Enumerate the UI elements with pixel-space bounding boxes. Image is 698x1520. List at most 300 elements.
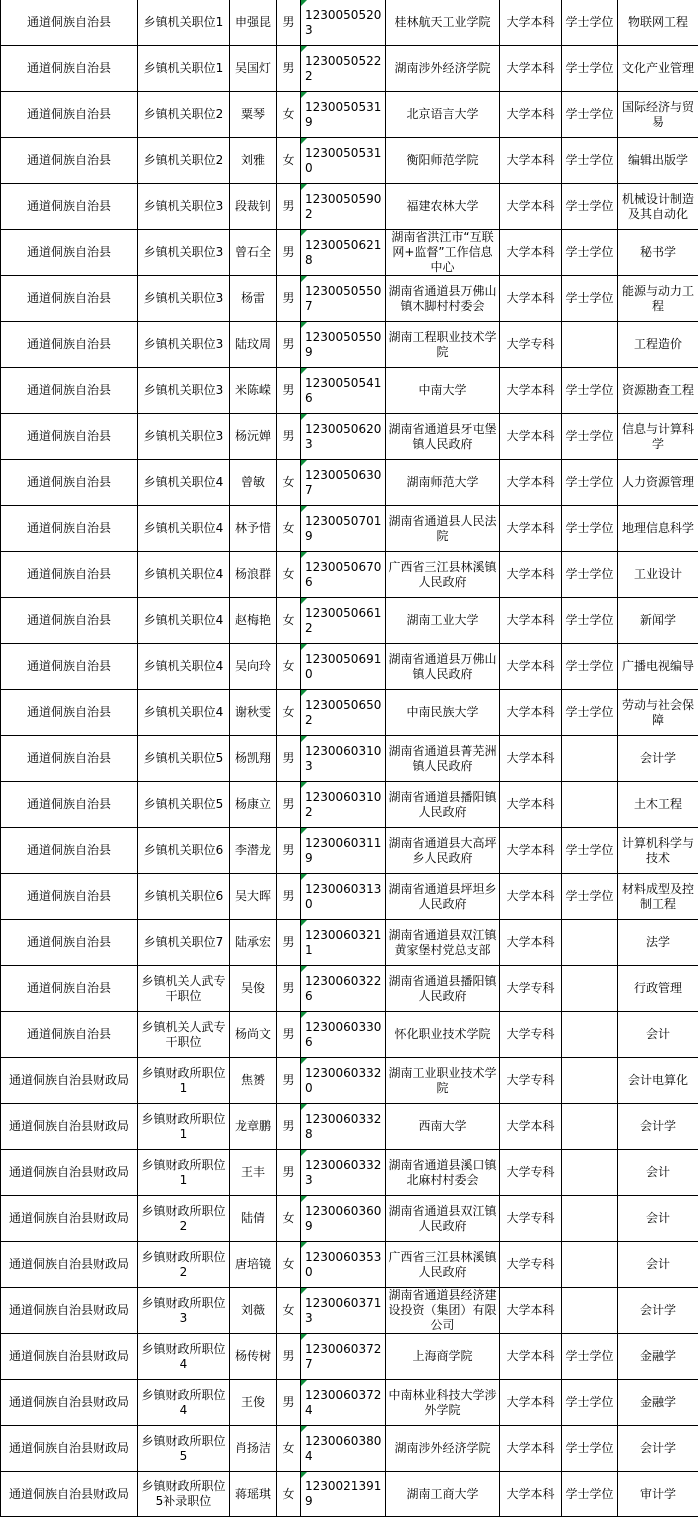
cell-gender: 女 xyxy=(277,598,301,644)
cell-education: 大学本科 xyxy=(500,782,562,828)
cell-workplace: 湖南省通道县双江镇人民政府 xyxy=(386,1196,500,1242)
cell-position: 乡镇机关职位4 xyxy=(138,644,230,690)
cell-name: 刘薇 xyxy=(230,1288,277,1334)
cell-position: 乡镇财政所职位2 xyxy=(138,1242,230,1288)
cell-ticket-number: 12300603804 xyxy=(301,1426,386,1472)
cell-unit: 通道侗族自治县财政局 xyxy=(1,1334,138,1380)
table-row xyxy=(1,184,698,230)
cell-workplace: 湖南省通道县万佛山镇木脚村村委会 xyxy=(386,276,500,322)
cell-education: 大学本科 xyxy=(500,1288,562,1334)
cell-major: 资源勘查工程 xyxy=(618,368,698,414)
cell-gender: 女 xyxy=(277,1288,301,1334)
cell-ticket-number: 12300507019 xyxy=(301,506,386,552)
cell-position: 乡镇机关职位7 xyxy=(138,920,230,966)
table-row xyxy=(1,414,698,460)
cell-ticket-number: 12300505902 xyxy=(301,184,386,230)
cell-education: 大学本科 xyxy=(500,92,562,138)
table-row xyxy=(1,966,698,1012)
cell-major: 材料成型及控制工程 xyxy=(618,874,698,920)
cell-education: 大学本科 xyxy=(500,0,562,46)
cell-major: 物联网工程 xyxy=(618,0,698,46)
cell-ticket-number: 12300603323 xyxy=(301,1150,386,1196)
cell-workplace: 湖南省通道县人民法院 xyxy=(386,506,500,552)
cell-major: 法学 xyxy=(618,920,698,966)
cell-unit: 通道侗族自治县 xyxy=(1,230,138,276)
table-row xyxy=(1,92,698,138)
table-row xyxy=(1,230,698,276)
table-row xyxy=(1,322,698,368)
cell-degree xyxy=(562,1012,618,1058)
cell-workplace: 桂林航天工业学院 xyxy=(386,0,500,46)
cell-gender: 男 xyxy=(277,1380,301,1426)
cell-unit: 通道侗族自治县财政局 xyxy=(1,1058,138,1104)
cell-gender: 男 xyxy=(277,1334,301,1380)
cell-position: 乡镇机关职位4 xyxy=(138,552,230,598)
cell-workplace: 湖南工商大学 xyxy=(386,1472,500,1517)
cell-unit: 通道侗族自治县 xyxy=(1,644,138,690)
table-row xyxy=(1,46,698,92)
cell-name: 谢秋雯 xyxy=(230,690,277,736)
cell-degree: 学士学位 xyxy=(562,1380,618,1426)
cell-workplace: 湖南省通道县播阳镇人民政府 xyxy=(386,966,500,1012)
cell-major: 机械设计制造及其自动化 xyxy=(618,184,698,230)
cell-gender: 男 xyxy=(277,322,301,368)
cell-ticket-number: 12300603530 xyxy=(301,1242,386,1288)
cell-name: 陆承宏 xyxy=(230,920,277,966)
cell-workplace: 北京语言大学 xyxy=(386,92,500,138)
cell-major: 工业设计 xyxy=(618,552,698,598)
cell-gender: 男 xyxy=(277,1104,301,1150)
cell-ticket-number: 12300603724 xyxy=(301,1380,386,1426)
cell-position: 乡镇机关职位3 xyxy=(138,368,230,414)
cell-education: 大学专科 xyxy=(500,1012,562,1058)
cell-unit: 通道侗族自治县 xyxy=(1,874,138,920)
cell-name: 陆玟周 xyxy=(230,322,277,368)
cell-education: 大学本科 xyxy=(500,46,562,92)
cell-major: 广播电视编导 xyxy=(618,644,698,690)
cell-ticket-number: 12300506910 xyxy=(301,644,386,690)
table-row xyxy=(1,1196,698,1242)
cell-workplace: 湖南师范大学 xyxy=(386,460,500,506)
cell-position: 乡镇机关职位4 xyxy=(138,598,230,644)
cell-ticket-number: 12300603211 xyxy=(301,920,386,966)
cell-education: 大学专科 xyxy=(500,1242,562,1288)
cell-education: 大学本科 xyxy=(500,828,562,874)
cell-ticket-number: 12300506218 xyxy=(301,230,386,276)
cell-position: 乡镇机关职位1 xyxy=(138,46,230,92)
cell-degree xyxy=(562,1196,618,1242)
cell-name: 吴向玲 xyxy=(230,644,277,690)
cell-education: 大学本科 xyxy=(500,506,562,552)
cell-degree: 学士学位 xyxy=(562,552,618,598)
cell-name: 林予惜 xyxy=(230,506,277,552)
cell-degree xyxy=(562,322,618,368)
cell-education: 大学本科 xyxy=(500,368,562,414)
table-row xyxy=(1,1288,698,1334)
cell-degree: 学士学位 xyxy=(562,460,618,506)
cell-workplace: 湖南涉外经济学院 xyxy=(386,46,500,92)
cell-ticket-number: 12300505203 xyxy=(301,0,386,46)
cell-degree xyxy=(562,1150,618,1196)
cell-gender: 女 xyxy=(277,1196,301,1242)
cell-gender: 男 xyxy=(277,0,301,46)
table-row xyxy=(1,138,698,184)
cell-unit: 通道侗族自治县财政局 xyxy=(1,1104,138,1150)
cell-education: 大学本科 xyxy=(500,230,562,276)
cell-degree: 学士学位 xyxy=(562,828,618,874)
table-row xyxy=(1,506,698,552)
cell-major: 劳动与社会保障 xyxy=(618,690,698,736)
cell-workplace: 湖南工业大学 xyxy=(386,598,500,644)
table-row xyxy=(1,1472,698,1517)
cell-position: 乡镇财政所职位1 xyxy=(138,1058,230,1104)
cell-workplace: 福建农林大学 xyxy=(386,184,500,230)
cell-position: 乡镇财政所职位1 xyxy=(138,1150,230,1196)
cell-ticket-number: 12300505310 xyxy=(301,138,386,184)
cell-position: 乡镇财政所职位1 xyxy=(138,1104,230,1150)
cell-name: 唐培镜 xyxy=(230,1242,277,1288)
table-row xyxy=(1,1150,698,1196)
cell-workplace: 湖南省通道县万佛山镇人民政府 xyxy=(386,644,500,690)
cell-education: 大学本科 xyxy=(500,138,562,184)
cell-gender: 女 xyxy=(277,138,301,184)
cell-education: 大学本科 xyxy=(500,276,562,322)
cell-ticket-number: 12300506502 xyxy=(301,690,386,736)
cell-major: 会计电算化 xyxy=(618,1058,698,1104)
cell-unit: 通道侗族自治县 xyxy=(1,92,138,138)
cell-position: 乡镇机关职位3 xyxy=(138,184,230,230)
table-row xyxy=(1,782,698,828)
cell-position: 乡镇财政所职位4 xyxy=(138,1334,230,1380)
cell-degree: 学士学位 xyxy=(562,276,618,322)
cell-unit: 通道侗族自治县 xyxy=(1,920,138,966)
cell-gender: 女 xyxy=(277,92,301,138)
cell-major: 工程造价 xyxy=(618,322,698,368)
cell-ticket-number: 12300603103 xyxy=(301,736,386,782)
cell-unit: 通道侗族自治县 xyxy=(1,322,138,368)
cell-workplace: 湖南工程职业技术学院 xyxy=(386,322,500,368)
cell-major: 人力资源管理 xyxy=(618,460,698,506)
cell-education: 大学专科 xyxy=(500,1196,562,1242)
cell-position: 乡镇机关职位5 xyxy=(138,736,230,782)
cell-major: 审计学 xyxy=(618,1472,698,1517)
cell-major: 会计学 xyxy=(618,1426,698,1472)
cell-major: 会计 xyxy=(618,1012,698,1058)
cell-gender: 男 xyxy=(277,184,301,230)
cell-name: 粟琴 xyxy=(230,92,277,138)
cell-ticket-number: 12300603130 xyxy=(301,874,386,920)
cell-name: 曾敏 xyxy=(230,460,277,506)
cell-position: 乡镇机关职位6 xyxy=(138,874,230,920)
cell-education: 大学专科 xyxy=(500,966,562,1012)
table-row xyxy=(1,1334,698,1380)
cell-name: 曾石全 xyxy=(230,230,277,276)
cell-ticket-number: 12300505507 xyxy=(301,276,386,322)
cell-unit: 通道侗族自治县 xyxy=(1,782,138,828)
cell-name: 焦赟 xyxy=(230,1058,277,1104)
cell-workplace: 中南民族大学 xyxy=(386,690,500,736)
cell-unit: 通道侗族自治县 xyxy=(1,828,138,874)
cell-position: 乡镇机关职位1 xyxy=(138,0,230,46)
cell-gender: 女 xyxy=(277,1242,301,1288)
cell-ticket-number: 12300505319 xyxy=(301,92,386,138)
cell-gender: 男 xyxy=(277,920,301,966)
cell-ticket-number: 12300603119 xyxy=(301,828,386,874)
cell-education: 大学本科 xyxy=(500,874,562,920)
cell-workplace: 衡阳师范学院 xyxy=(386,138,500,184)
cell-name: 龙章鹏 xyxy=(230,1104,277,1150)
cell-workplace: 湖南省通道县播阳镇人民政府 xyxy=(386,782,500,828)
cell-name: 陆倩 xyxy=(230,1196,277,1242)
cell-position: 乡镇机关职位6 xyxy=(138,828,230,874)
cell-degree: 学士学位 xyxy=(562,1426,618,1472)
cell-position: 乡镇机关职位3 xyxy=(138,230,230,276)
cell-gender: 男 xyxy=(277,230,301,276)
cell-degree: 学士学位 xyxy=(562,874,618,920)
cell-name: 吴国灯 xyxy=(230,46,277,92)
cell-education: 大学专科 xyxy=(500,322,562,368)
cell-workplace: 湖南省通道县溪口镇北麻村村委会 xyxy=(386,1150,500,1196)
cell-ticket-number: 12300603713 xyxy=(301,1288,386,1334)
cell-degree: 学士学位 xyxy=(562,138,618,184)
cell-position: 乡镇机关职位2 xyxy=(138,138,230,184)
cell-gender: 男 xyxy=(277,368,301,414)
table-row xyxy=(1,828,698,874)
cell-major: 会计 xyxy=(618,1150,698,1196)
table-row xyxy=(1,920,698,966)
cell-ticket-number: 12300505509 xyxy=(301,322,386,368)
cell-unit: 通道侗族自治县财政局 xyxy=(1,1288,138,1334)
cell-name: 王丰 xyxy=(230,1150,277,1196)
cell-gender: 男 xyxy=(277,966,301,1012)
cell-gender: 女 xyxy=(277,506,301,552)
cell-degree xyxy=(562,1058,618,1104)
cell-unit: 通道侗族自治县 xyxy=(1,690,138,736)
cell-ticket-number: 12300506203 xyxy=(301,414,386,460)
cell-degree xyxy=(562,736,618,782)
cell-name: 杨尚文 xyxy=(230,1012,277,1058)
cell-gender: 女 xyxy=(277,690,301,736)
cell-gender: 男 xyxy=(277,46,301,92)
cell-degree: 学士学位 xyxy=(562,598,618,644)
cell-name: 李潜龙 xyxy=(230,828,277,874)
cell-name: 杨传树 xyxy=(230,1334,277,1380)
cell-workplace: 湖南省通道县坪坦乡人民政府 xyxy=(386,874,500,920)
cell-degree: 学士学位 xyxy=(562,506,618,552)
cell-ticket-number: 12300505416 xyxy=(301,368,386,414)
cell-degree xyxy=(562,1242,618,1288)
table-row xyxy=(1,0,698,46)
cell-major: 编辑出版学 xyxy=(618,138,698,184)
cell-ticket-number: 12300506612 xyxy=(301,598,386,644)
cell-education: 大学本科 xyxy=(500,1104,562,1150)
table-row xyxy=(1,368,698,414)
cell-position: 乡镇财政所职位5 xyxy=(138,1426,230,1472)
cell-unit: 通道侗族自治县 xyxy=(1,276,138,322)
cell-gender: 女 xyxy=(277,460,301,506)
cell-unit: 通道侗族自治县财政局 xyxy=(1,1472,138,1517)
cell-workplace: 湖南省通道县大高坪乡人民政府 xyxy=(386,828,500,874)
cell-position: 乡镇财政所职位5补录职位 xyxy=(138,1472,230,1517)
cell-name: 刘雅 xyxy=(230,138,277,184)
table-body xyxy=(1,0,698,1517)
cell-unit: 通道侗族自治县财政局 xyxy=(1,1196,138,1242)
cell-workplace: 湖南省通道县双江镇黄家堡村党总支部 xyxy=(386,920,500,966)
cell-degree xyxy=(562,1288,618,1334)
cell-position: 乡镇机关职位4 xyxy=(138,506,230,552)
cell-gender: 男 xyxy=(277,1150,301,1196)
cell-position: 乡镇机关职位5 xyxy=(138,782,230,828)
table-row xyxy=(1,1380,698,1426)
cell-unit: 通道侗族自治县财政局 xyxy=(1,1380,138,1426)
cell-workplace: 西南大学 xyxy=(386,1104,500,1150)
cell-education: 大学专科 xyxy=(500,1150,562,1196)
cell-name: 吴俊 xyxy=(230,966,277,1012)
cell-gender: 女 xyxy=(277,1426,301,1472)
cell-education: 大学本科 xyxy=(500,1472,562,1517)
cell-workplace: 广西省三江县林溪镇人民政府 xyxy=(386,552,500,598)
cell-major: 行政管理 xyxy=(618,966,698,1012)
cell-gender: 女 xyxy=(277,644,301,690)
cell-gender: 男 xyxy=(277,828,301,874)
cell-degree xyxy=(562,966,618,1012)
cell-ticket-number: 12300505222 xyxy=(301,46,386,92)
cell-major: 会计学 xyxy=(618,1288,698,1334)
cell-unit: 通道侗族自治县财政局 xyxy=(1,1242,138,1288)
cell-degree xyxy=(562,920,618,966)
cell-gender: 男 xyxy=(277,874,301,920)
cell-gender: 男 xyxy=(277,1012,301,1058)
cell-ticket-number: 12300603102 xyxy=(301,782,386,828)
cell-degree: 学士学位 xyxy=(562,1472,618,1517)
table-row xyxy=(1,644,698,690)
cell-workplace: 湖南工业职业技术学院 xyxy=(386,1058,500,1104)
cell-gender: 男 xyxy=(277,414,301,460)
cell-position: 乡镇机关职位3 xyxy=(138,322,230,368)
table-row xyxy=(1,736,698,782)
cell-degree: 学士学位 xyxy=(562,46,618,92)
table-row xyxy=(1,552,698,598)
cell-name: 杨雷 xyxy=(230,276,277,322)
cell-gender: 男 xyxy=(277,276,301,322)
cell-major: 计算机科学与技术 xyxy=(618,828,698,874)
cell-unit: 通道侗族自治县 xyxy=(1,184,138,230)
table-row xyxy=(1,1012,698,1058)
cell-gender: 男 xyxy=(277,1058,301,1104)
cell-degree: 学士学位 xyxy=(562,0,618,46)
cell-unit: 通道侗族自治县 xyxy=(1,552,138,598)
cell-major: 会计学 xyxy=(618,736,698,782)
cell-degree xyxy=(562,782,618,828)
cell-position: 乡镇机关职位3 xyxy=(138,414,230,460)
cell-major: 国际经济与贸易 xyxy=(618,92,698,138)
cell-workplace: 中南林业科技大学涉外学院 xyxy=(386,1380,500,1426)
cell-ticket-number: 12300603328 xyxy=(301,1104,386,1150)
cell-name: 蒋瑶琪 xyxy=(230,1472,277,1517)
cell-workplace: 湖南省洪江市“互联网+监督”工作信息中心 xyxy=(386,230,500,276)
cell-workplace: 中南大学 xyxy=(386,368,500,414)
table-row xyxy=(1,1104,698,1150)
cell-degree: 学士学位 xyxy=(562,690,618,736)
cell-name: 杨康立 xyxy=(230,782,277,828)
table-row xyxy=(1,874,698,920)
cell-major: 地理信息科学 xyxy=(618,506,698,552)
cell-degree: 学士学位 xyxy=(562,644,618,690)
cell-position: 乡镇机关职位2 xyxy=(138,92,230,138)
cell-position: 乡镇机关人武专干职位 xyxy=(138,966,230,1012)
cell-unit: 通道侗族自治县 xyxy=(1,506,138,552)
cell-position: 乡镇财政所职位3 xyxy=(138,1288,230,1334)
cell-education: 大学本科 xyxy=(500,1334,562,1380)
cell-degree: 学士学位 xyxy=(562,184,618,230)
cell-name: 杨浪群 xyxy=(230,552,277,598)
cell-name: 王俊 xyxy=(230,1380,277,1426)
cell-workplace: 怀化职业技术学院 xyxy=(386,1012,500,1058)
cell-gender: 男 xyxy=(277,736,301,782)
cell-major: 文化产业管理 xyxy=(618,46,698,92)
cell-unit: 通道侗族自治县财政局 xyxy=(1,1426,138,1472)
cell-workplace: 上海商学院 xyxy=(386,1334,500,1380)
cell-position: 乡镇财政所职位2 xyxy=(138,1196,230,1242)
cell-education: 大学本科 xyxy=(500,1426,562,1472)
cell-position: 乡镇财政所职位4 xyxy=(138,1380,230,1426)
cell-major: 会计 xyxy=(618,1242,698,1288)
cell-ticket-number: 12300506307 xyxy=(301,460,386,506)
cell-position: 乡镇机关职位4 xyxy=(138,690,230,736)
table-row xyxy=(1,1242,698,1288)
cell-education: 大学本科 xyxy=(500,414,562,460)
cell-name: 肖扬洁 xyxy=(230,1426,277,1472)
cell-workplace: 湖南省通道县菁芜洲镇人民政府 xyxy=(386,736,500,782)
cell-name: 赵梅艳 xyxy=(230,598,277,644)
cell-ticket-number: 12300603306 xyxy=(301,1012,386,1058)
table-row xyxy=(1,1058,698,1104)
cell-degree: 学士学位 xyxy=(562,368,618,414)
cell-unit: 通道侗族自治县 xyxy=(1,414,138,460)
cell-education: 大学本科 xyxy=(500,644,562,690)
cell-major: 秘书学 xyxy=(618,230,698,276)
cell-position: 乡镇机关人武专干职位 xyxy=(138,1012,230,1058)
cell-gender: 男 xyxy=(277,782,301,828)
cell-education: 大学本科 xyxy=(500,1380,562,1426)
cell-position: 乡镇机关职位3 xyxy=(138,276,230,322)
cell-name: 杨凯翔 xyxy=(230,736,277,782)
cell-education: 大学本科 xyxy=(500,690,562,736)
cell-ticket-number: 12300603320 xyxy=(301,1058,386,1104)
cell-name: 杨沅婵 xyxy=(230,414,277,460)
cell-ticket-number: 12300603226 xyxy=(301,966,386,1012)
cell-education: 大学本科 xyxy=(500,598,562,644)
cell-degree: 学士学位 xyxy=(562,1334,618,1380)
cell-education: 大学本科 xyxy=(500,184,562,230)
cell-degree xyxy=(562,1104,618,1150)
cell-major: 能源与动力工程 xyxy=(618,276,698,322)
cell-unit: 通道侗族自治县 xyxy=(1,0,138,46)
cell-ticket-number: 12300603727 xyxy=(301,1334,386,1380)
cell-ticket-number: 12300213919 xyxy=(301,1472,386,1517)
cell-ticket-number: 12300506706 xyxy=(301,552,386,598)
cell-degree: 学士学位 xyxy=(562,414,618,460)
cell-education: 大学专科 xyxy=(500,1058,562,1104)
cell-unit: 通道侗族自治县 xyxy=(1,460,138,506)
cell-degree: 学士学位 xyxy=(562,230,618,276)
cell-unit: 通道侗族自治县 xyxy=(1,138,138,184)
cell-education: 大学本科 xyxy=(500,552,562,598)
cell-unit: 通道侗族自治县 xyxy=(1,1012,138,1058)
cell-name: 吴大晖 xyxy=(230,874,277,920)
cell-education: 大学本科 xyxy=(500,736,562,782)
cell-position: 乡镇机关职位4 xyxy=(138,460,230,506)
